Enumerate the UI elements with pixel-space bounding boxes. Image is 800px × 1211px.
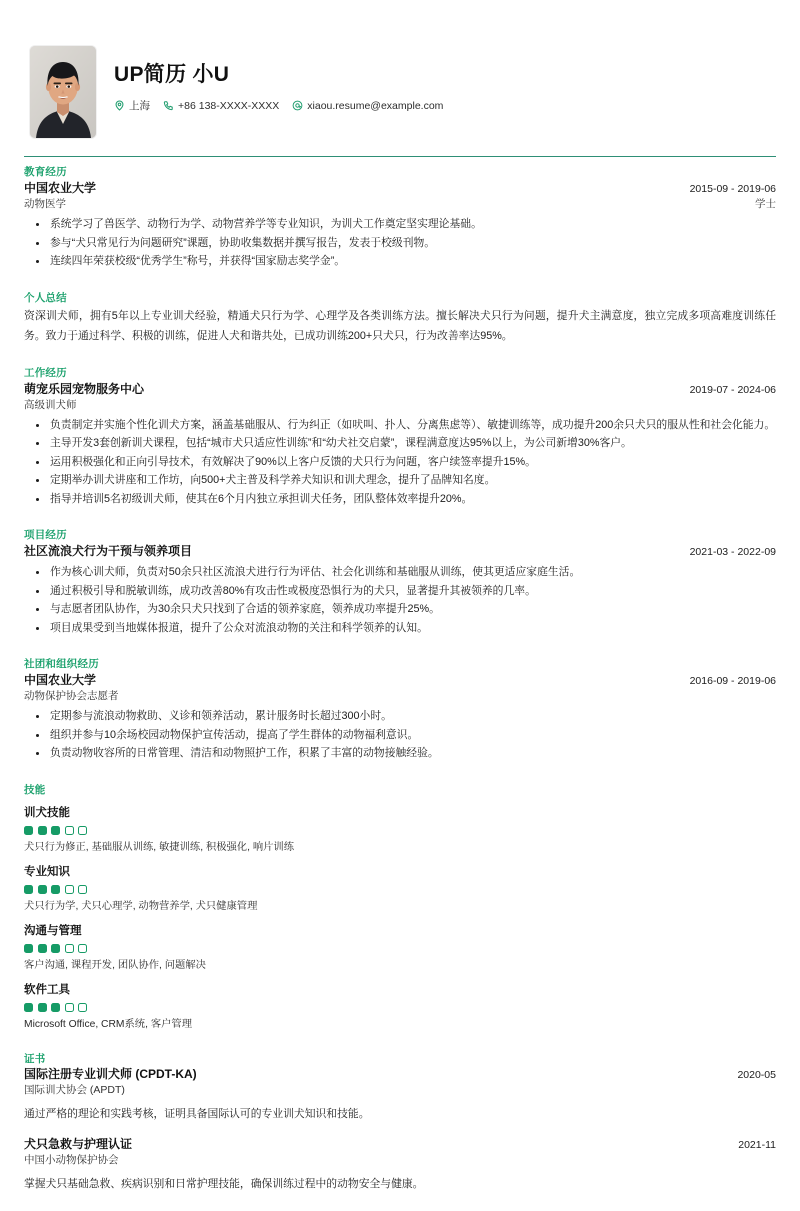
- list-item: 指导并培训5名初级训犬师，使其在6个月内独立承担训犬任务，团队整体效率提升20%。: [24, 491, 776, 508]
- contact-list: [114, 98, 452, 113]
- list-item: 定期举办训犬讲座和工作坊，向500+犬主普及科学养犬知识和训犬理念，提升了品牌知名度。: [24, 472, 776, 489]
- skill-dot-filled: [24, 826, 33, 835]
- contact-phone-text: +86 138-XXXX-XXXX: [178, 99, 280, 112]
- skill-dot-empty: [78, 944, 87, 953]
- education-date: 2015-09 - 2019-06: [689, 183, 776, 196]
- skill-dot-filled: [24, 944, 33, 953]
- certificate-name: 国际注册专业训犬师 (CPDT-KA): [24, 1066, 197, 1081]
- skill-dot-filled: [38, 1003, 47, 1012]
- certificate-description: 通过严格的理论和实践考核，证明具备国际认可的专业训犬知识和技能。: [24, 1107, 370, 1120]
- skill-dot-empty: [78, 885, 87, 894]
- certificate-entry: [24, 1066, 776, 1123]
- work-company: 萌宠乐园宠物服务中心: [24, 381, 145, 396]
- organization-role: 动物保护协会志愿者: [24, 690, 119, 702]
- list-item: 定期参与流浪动物救助、义诊和领养活动，累计服务时长超过300小时。: [24, 708, 776, 725]
- skill-item: [24, 983, 776, 1033]
- summary-text: 资深训犬师，拥有5年以上专业训犬经验，精通犬只行为学、心理学及各类训练方法。擅长解决犬只行为问题，提升犬主满意度，独立完成多项高难度训练任务。致力于通过科学、积极的训练，促进人犬和谐共处，已成功训练200+只犬只，行为改善率达95%。: [24, 309, 776, 342]
- section-organization: [24, 649, 776, 763]
- skill-level-dots: [24, 944, 776, 953]
- location-pin-icon: [114, 100, 125, 111]
- skill-name: 专业知识: [24, 865, 70, 878]
- section-title-work: 工作经历: [24, 366, 67, 379]
- section-title-organization: 社团和组织经历: [24, 658, 99, 671]
- list-item: 负责制定并实施个性化训犬方案，涵盖基础服从、行为纠正（如吠叫、扑人、分离焦虑等）、敏捷训练等，成功提升200余只犬只的服从性和社会化能力。: [24, 417, 776, 434]
- skill-item: [24, 806, 776, 856]
- work-date: 2019-07 - 2024-06: [689, 383, 776, 396]
- skill-detail: 犬只行为学, 犬只心理学, 动物营养学, 犬只健康管理: [24, 901, 258, 913]
- list-item: 负责动物收容所的日常管理、清洁和动物照护工作，积累了丰富的动物接触经验。: [24, 745, 776, 762]
- contact-email: [292, 100, 443, 112]
- work-bullets: [24, 417, 776, 508]
- section-title-skills: 技能: [24, 783, 46, 796]
- email-at-icon: [292, 100, 303, 111]
- skill-dot-filled: [38, 826, 47, 835]
- section-summary: [24, 283, 776, 347]
- education-entry: [24, 179, 776, 270]
- spacer: [24, 638, 776, 649]
- skill-dot-empty: [65, 944, 74, 953]
- list-item: 主导开发3套创新训犬课程，包括“城市犬只适应性训练”和“幼犬社交启蒙”，课程满意度达95%以上，为公司新增30%客户。: [24, 435, 776, 452]
- skill-detail: 犬只行为修正, 基础服从训练, 敏捷训练, 积极强化, 响片训练: [24, 842, 295, 854]
- spacer: [24, 509, 776, 520]
- skill-dot-filled: [24, 885, 33, 894]
- skill-level-dots: [24, 885, 776, 894]
- contact-email-text: xiaou.resume@example.com: [307, 99, 444, 112]
- skill-name: 沟通与管理: [24, 924, 82, 937]
- education-school: 中国农业大学: [24, 181, 97, 196]
- skill-name: 软件工具: [24, 983, 70, 996]
- skill-level-dots: [24, 1003, 776, 1012]
- skill-dot-filled: [51, 885, 60, 894]
- skill-dot-filled: [51, 1003, 60, 1012]
- certificate-issuer: 中国小动物保护协会: [24, 1153, 119, 1166]
- certificate-description: 掌握犬只基础急救、疾病识别和日常护理技能，确保训练过程中的动物安全与健康。: [24, 1178, 424, 1191]
- skill-item: [24, 924, 776, 974]
- certificate-entry: [24, 1136, 776, 1193]
- section-title-certificates: 证书: [24, 1052, 46, 1065]
- contact-location: [114, 98, 150, 113]
- list-item: 连续四年荣获校级“优秀学生”称号，并获得“国家励志奖学金”。: [24, 253, 776, 270]
- skill-dot-empty: [65, 885, 74, 894]
- skill-dot-filled: [24, 1003, 33, 1012]
- certificate-date: 2020-05: [737, 1068, 776, 1081]
- skill-dot-empty: [65, 826, 74, 835]
- section-title-summary: 个人总结: [24, 291, 67, 304]
- skill-dot-filled: [38, 885, 47, 894]
- project-bullets: [24, 564, 776, 637]
- certificate-date: 2021-11: [738, 1139, 776, 1152]
- skill-item: [24, 865, 776, 915]
- section-projects: [24, 520, 776, 637]
- section-skills: [24, 775, 776, 1033]
- skill-dot-filled: [51, 944, 60, 953]
- spacer: [24, 764, 776, 775]
- list-item: 运用积极强化和正向引导技术，有效解决了90%以上客户反馈的犬只行为问题，客户续签率提升15%。: [24, 454, 776, 471]
- section-title-education: 教育经历: [24, 166, 67, 178]
- list-item: 参与“犬只常见行为问题研究”课题，协助收集数据并撰写报告，发表于校级刊物。: [24, 235, 776, 252]
- work-role: 高级训犬师: [24, 398, 77, 411]
- project-name: 社区流浪犬行为干预与领养项目: [24, 544, 193, 559]
- skill-dot-filled: [38, 944, 47, 953]
- skill-detail: 客户沟通, 课程开发, 团队协作, 问题解决: [24, 960, 206, 972]
- skill-dot-empty: [65, 1003, 74, 1012]
- spacer: [24, 347, 776, 358]
- contact-phone: [163, 100, 279, 112]
- resume-header: [24, 46, 776, 138]
- spacer: [24, 1033, 776, 1044]
- section-work: [24, 358, 776, 509]
- list-item: 项目成果受到当地媒体报道，提升了公众对流浪动物的关注和科学领养的认知。: [24, 620, 776, 637]
- skill-dot-empty: [78, 826, 87, 835]
- spacer: [24, 272, 776, 283]
- page-title: UP简历 小U: [114, 63, 230, 86]
- contact-location-text: 上海: [129, 100, 150, 113]
- list-item: 通过积极引导和脱敏训练，成功改善80%有攻击性或极度恐惧行为的犬只，显著提升其被领养的几率。: [24, 583, 776, 600]
- organization-bullets: [24, 708, 776, 762]
- organization-entry: [24, 671, 776, 762]
- certificate-issuer: 国际训犬协会 (APDT): [24, 1083, 125, 1096]
- section-education: [24, 157, 776, 271]
- skill-detail: Microsoft Office, CRM系统, 客户管理: [24, 1019, 193, 1031]
- list-item: 系统学习了兽医学、动物行为学、动物营养学等专业知识，为训犬工作奠定坚实理论基础。: [24, 216, 776, 233]
- project-entry: [24, 542, 776, 637]
- organization-date: 2016-09 - 2019-06: [689, 675, 776, 688]
- work-entry: [24, 380, 776, 508]
- avatar: [30, 46, 96, 138]
- skill-name: 训犬技能: [24, 806, 70, 819]
- skill-dot-filled: [51, 826, 60, 835]
- certificate-name: 犬只急救与护理认证: [24, 1137, 133, 1152]
- list-item: 作为核心训犬师，负责对50余只社区流浪犬进行行为评估、社会化训练和基础服从训练，使其更适应家庭生活。: [24, 564, 776, 581]
- organization-name: 中国农业大学: [24, 673, 97, 688]
- education-bullets: [24, 216, 776, 270]
- phone-icon: [163, 100, 174, 111]
- education-degree: 学士: [755, 197, 776, 210]
- list-item: 与志愿者团队协作，为30余只犬只找到了合适的领养家庭，领养成功率提升25%。: [24, 601, 776, 618]
- section-title-projects: 项目经历: [24, 529, 67, 542]
- education-major: 动物医学: [24, 197, 66, 210]
- skill-dot-empty: [78, 1003, 87, 1012]
- list-item: 组织并参与10余场校园动物保护宣传活动，提高了学生群体的动物福利意识。: [24, 727, 776, 744]
- section-certificates: [24, 1044, 776, 1194]
- identity-block: [114, 46, 452, 113]
- skill-level-dots: [24, 826, 776, 835]
- project-date: 2021-03 - 2022-09: [689, 546, 776, 559]
